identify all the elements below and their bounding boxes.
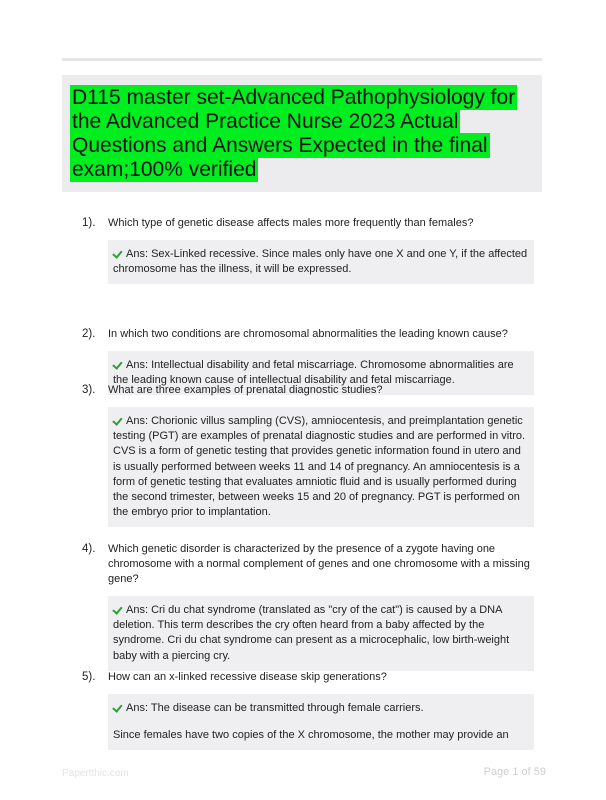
question-number: 3). — [82, 384, 96, 396]
question-number: 2). — [82, 328, 96, 340]
document-title: D115 master set-Advanced Pathophysiology for the Advanced Practice Nurse 2023 Actual Questions and Answers Expected in the final exam;100% verified — [72, 86, 516, 181]
answer-continuation: Since females have two copies of the X chromosome, the mother may provide an — [113, 729, 509, 742]
checkmark-icon — [113, 703, 123, 712]
question-text: In which two conditions are chromosomal abnormalities the leading known cause? — [108, 328, 508, 340]
question-item-5 — [62, 670, 542, 750]
answer-text: Ans: Chorionic villus sampling (CVS), amniocentesis, and preimplantation genetic testing (PGT) are examples of prenatal diagnostic studies and are performed in vitro. CVS is a form of genetic testing that provides genetic information found in utero and is usually performed between weeks 11 and 14 of pregnancy. An amniocentesis is a form of genetic testing that evaluates amniotic fluid and is usually performed during the second trimester, between weeks 15 and 20 of pregnancy. PGT is performed on the embryo prior to implantation. — [113, 415, 526, 519]
answer-text: Ans: The disease can be transmitted through female carriers. — [126, 702, 424, 714]
answer-text: Ans: Intellectual disability and fetal miscarriage. Chromosome abnormalities are the leading known cause of intellectual disability and fetal miscarriage. — [113, 359, 514, 387]
question-item-1 — [62, 216, 542, 284]
checkmark-icon — [113, 360, 123, 369]
footer-site-watermark: Papertthic.com — [62, 768, 129, 779]
top-divider — [62, 58, 542, 61]
question-text: Which genetic disorder is characterized by the presence of a zygote having one chromosome with a normal complement of genes and one chromosome with a missing gene? — [108, 543, 530, 585]
question-text: What are three examples of prenatal diagnostic studies? — [108, 384, 383, 396]
checkmark-icon — [113, 605, 123, 614]
question-item-3 — [62, 383, 542, 527]
answer-box — [108, 240, 534, 284]
question-number: 5). — [82, 671, 96, 683]
page-number: Page 1 of 59 — [483, 766, 546, 778]
question-text: How can an x-linked recessive disease skip generations? — [108, 671, 387, 683]
answer-text: Ans: Sex-Linked recessive. Since males only have one X and one Y, if the affected chromosome has the illness, it will be expressed. — [113, 248, 528, 276]
question-text: Which type of genetic disease affects males more frequently than females? — [108, 217, 474, 229]
title-box — [62, 75, 542, 192]
checkmark-icon — [113, 416, 123, 425]
question-number: 4). — [82, 543, 96, 555]
answer-box — [108, 407, 534, 527]
answer-box — [108, 694, 534, 750]
question-number: 1). — [82, 217, 96, 229]
checkmark-icon — [113, 249, 123, 258]
answer-text: Ans: Cri du chat syndrome (translated as "cry of the cat") is caused by a DNA deletion. This term describes the cry often heard from a baby affected by the syndrome. Cri du chat syndrome can present as a microcephalic, low birth-weight baby with a piercing cry. — [113, 604, 510, 662]
answer-box — [108, 596, 534, 671]
question-item-4 — [62, 542, 542, 671]
